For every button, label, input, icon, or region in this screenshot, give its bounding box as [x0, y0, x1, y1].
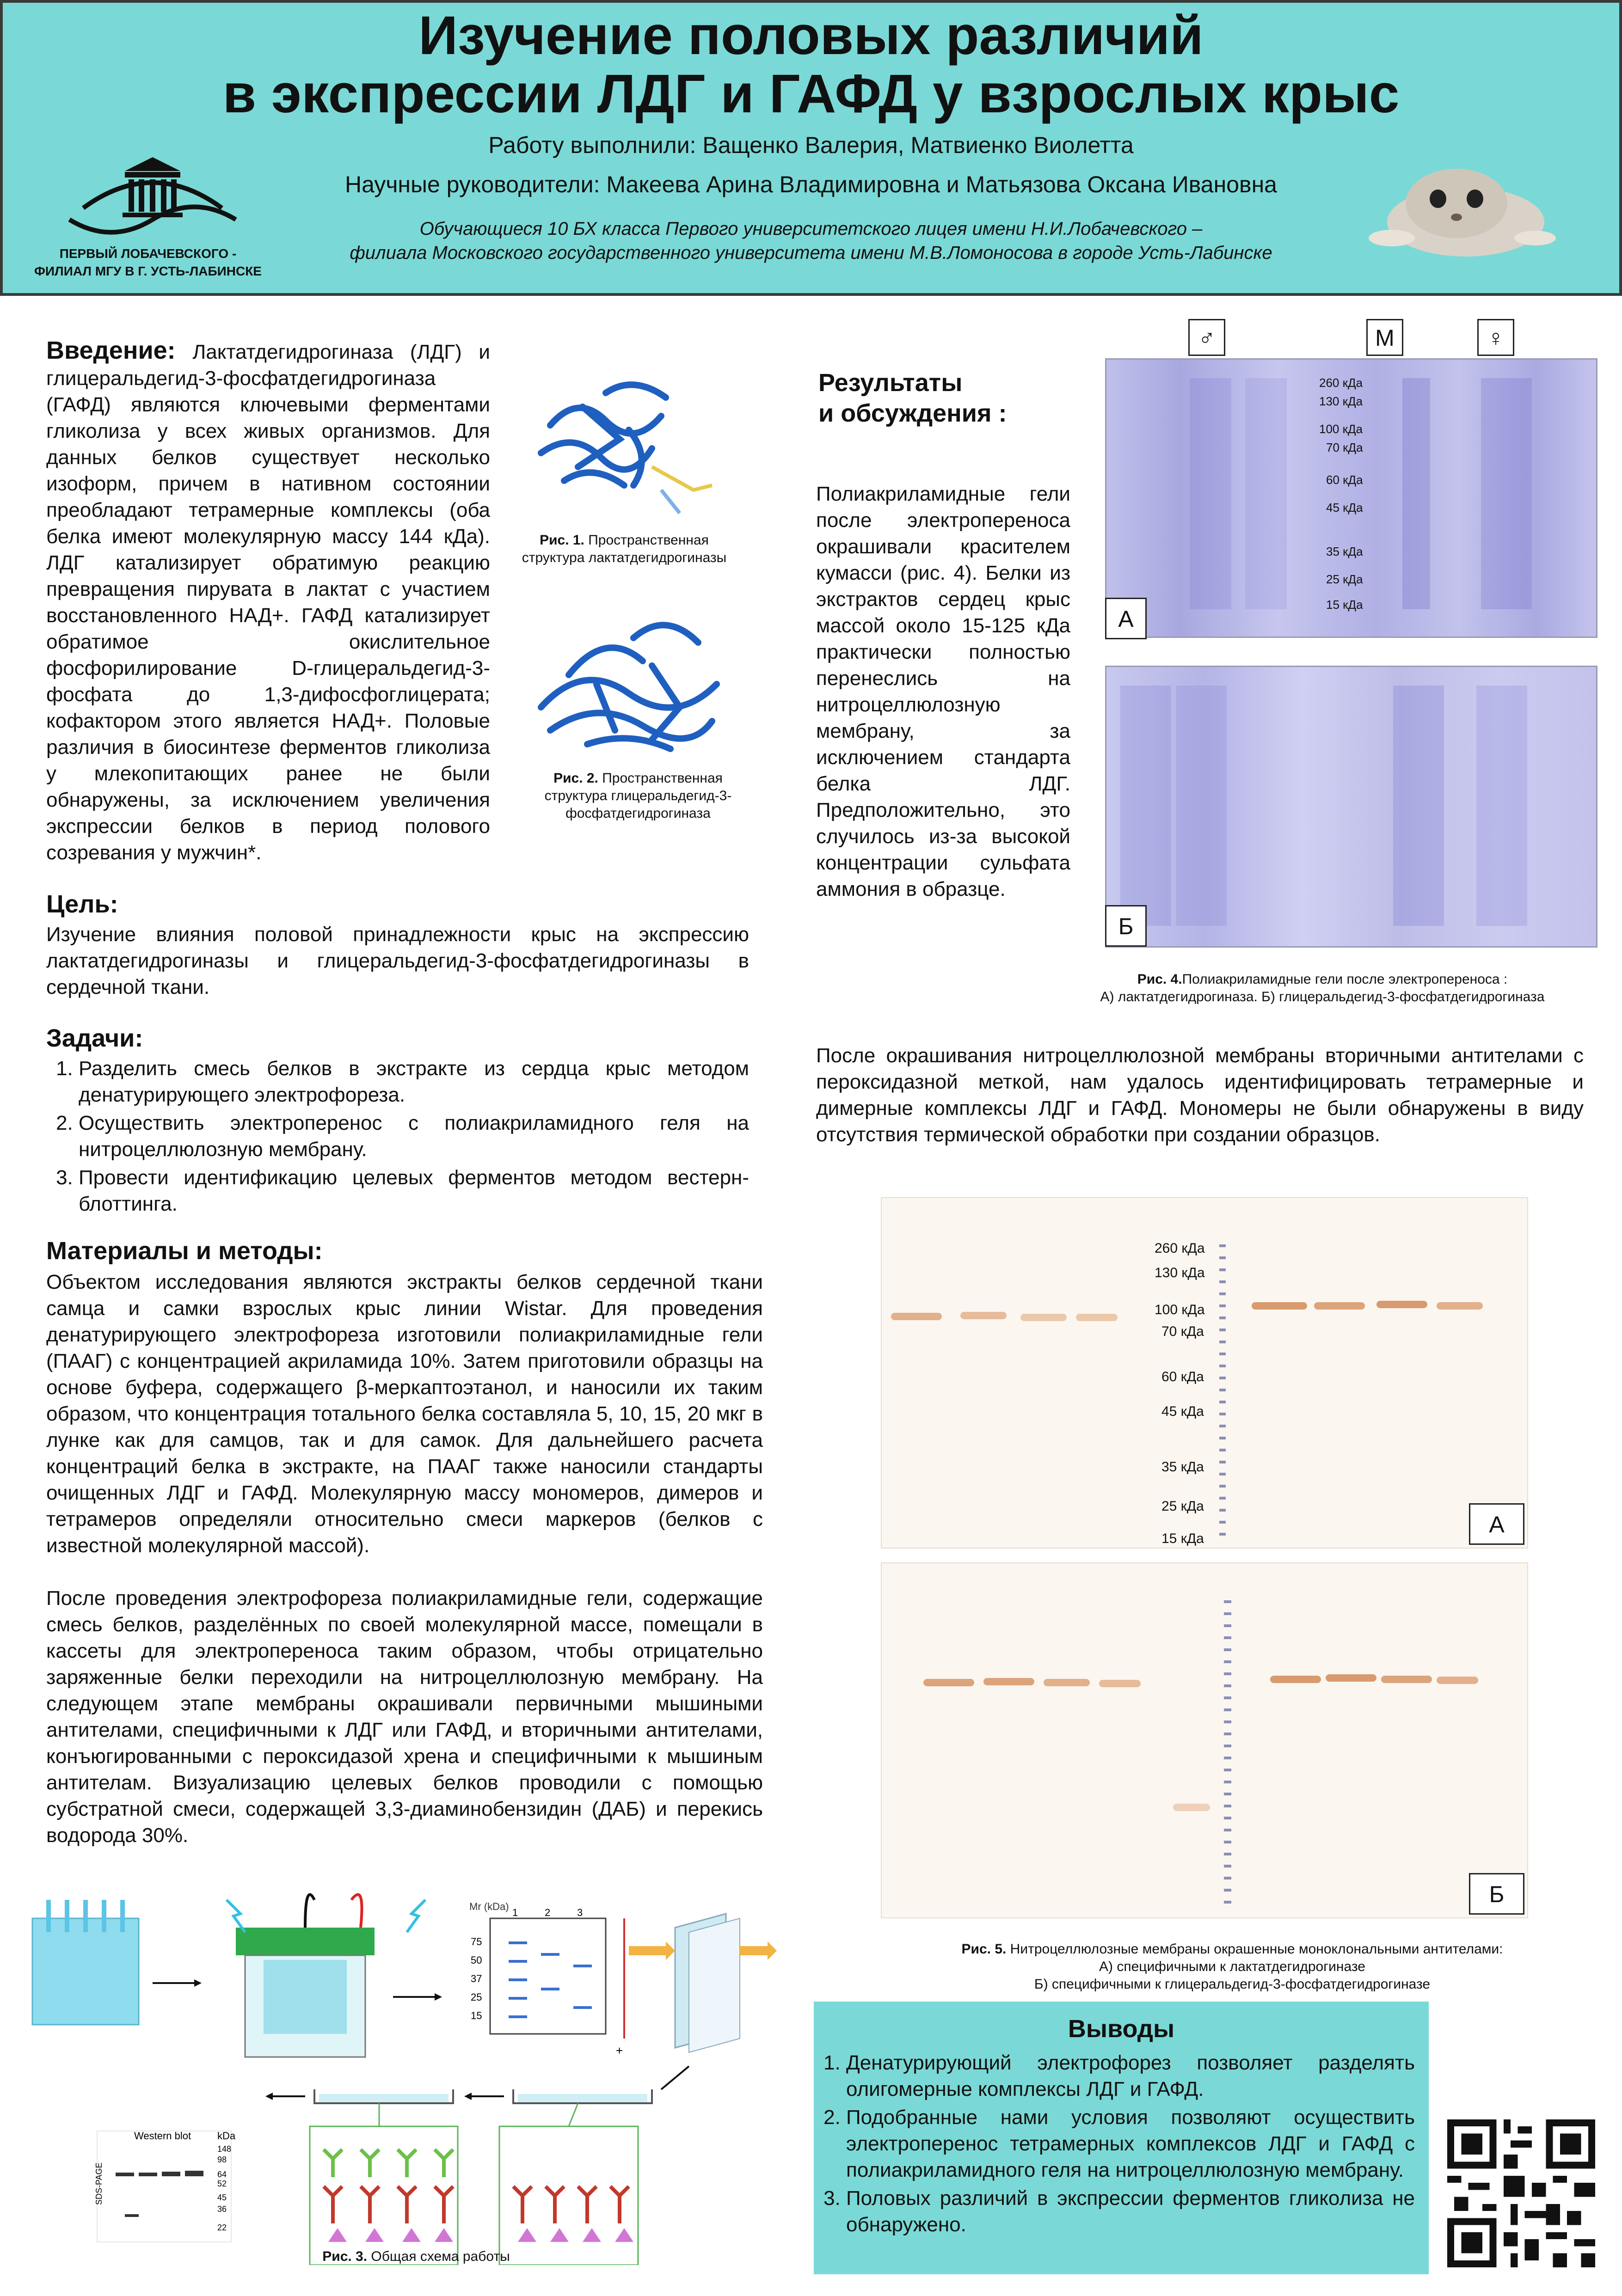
- fig5-caption: [881, 1941, 1584, 1993]
- electrophoresis-chamber-icon: [227, 1895, 425, 2057]
- conclusions-list: [814, 2050, 1415, 2238]
- goal-text: Изучение влияния половой принадлежности крыс на экспрессию лактатдегидрогиназы и глицеральдегид-3-фосфатдегидрогиназы в сердечной ткани.: [46, 923, 749, 998]
- affiliation-line-1: Обучающиеся 10 БХ класса Первого университетского лицея имени Н.И.Лобачевского –: [419, 219, 1203, 239]
- wb-kda: kDa: [217, 2130, 236, 2142]
- mw-marker: 35 кДа: [1326, 545, 1363, 558]
- fig1-text: Пространственная структура лактатдегидрогиназы: [522, 533, 727, 565]
- coomassie-gel-b: [1105, 666, 1597, 948]
- mw-marker: 45 кДа: [1326, 501, 1363, 514]
- fig5-text: Нитроцеллюлозные мембраны окрашенные моноклональными антителами:: [1006, 1941, 1503, 1957]
- conclusion-item: 3. Половых различий в экспрессии ферментов гликолиза не обнаружено.: [846, 2185, 1415, 2238]
- intro-section: [46, 337, 490, 866]
- conclusion-item: 1. Денатурирующий электрофорез позволяет разделять олигомерные комплексы ЛДГ и ГАФД.: [846, 2050, 1415, 2102]
- wb-mw-marker: 130 кДа: [1155, 1265, 1205, 1280]
- female-symbol: ♀: [1477, 319, 1514, 356]
- panel-a-label: А: [1105, 598, 1147, 639]
- wb-marker: 52: [217, 2179, 227, 2188]
- fig4-label: Рис. 4.: [1137, 972, 1182, 987]
- panel-b-label: Б: [1105, 905, 1147, 947]
- mw-marker: 130 кДа: [1319, 394, 1363, 408]
- fig2-caption: [527, 770, 749, 822]
- results-heading: [818, 367, 1007, 429]
- fig3-text: Общая схема работы: [367, 2249, 510, 2264]
- western-membrane-b: [881, 1562, 1528, 1918]
- task-item: 1. Разделить смесь белков в экстракте из сердца крыс методом денатурирующего электрофореза.: [79, 1055, 749, 1108]
- workflow-scheme: [28, 1872, 777, 2265]
- mw-marker: 15 кДа: [1326, 598, 1363, 612]
- wb-marker: 22: [217, 2223, 227, 2232]
- logo-line-2: ФИЛИАЛ МГУ В Г. УСТЬ-ЛАБИНСКЕ: [34, 264, 262, 278]
- wb-marker: 64: [217, 2170, 227, 2179]
- wb-mw-marker: 260 кДа: [1155, 1241, 1205, 1256]
- scheme-marker: 25: [471, 1991, 482, 2003]
- wb-marker: 98: [217, 2155, 227, 2164]
- results-text-1: Полиакриламидные гели после электропереноса окрашивали красителем кумасси (рис. 4). Белки из экстрактов сердец крыс массой около 15-125 кДа практически полностью перенеслись на нитроцеллюлозную мембрану, за исключением стандарта белка ЛДГ. Предположительно, это случилось из-за высокой концентрации сульфата аммония в образце.: [816, 483, 1070, 900]
- conclusions-box: [814, 2002, 1429, 2274]
- hamster-image: [1364, 153, 1558, 268]
- wb-mw-marker: 15 кДа: [1161, 1531, 1204, 1546]
- ldh-structure-image: [513, 351, 735, 527]
- wb-mw-marker: 45 кДа: [1161, 1404, 1204, 1419]
- mw-marker: 260 кДа: [1319, 376, 1363, 390]
- mr-label: Mr (kDa): [469, 1901, 509, 1912]
- marker-label: М: [1366, 319, 1403, 356]
- conclusion-item: 2. Подобранные нами условия позволяют осуществить электроперенос тетрамерных комплексов ЛДГ и ГАФД с полиакриламидного геля на нитроцеллюлозную мембрану.: [846, 2104, 1415, 2183]
- results-heading-line-1: Результаты: [818, 369, 963, 397]
- fig4-caption: [1036, 971, 1609, 1006]
- mw-marker: 100 кДа: [1319, 422, 1363, 436]
- scheme-marker: 15: [471, 2010, 482, 2021]
- panel-a-label-2: А: [1469, 1503, 1524, 1545]
- wb-mw-marker: 70 кДа: [1161, 1324, 1204, 1339]
- scheme-marker: 37: [471, 1973, 482, 1984]
- lane-1-label: 1: [512, 1907, 518, 1918]
- fig5-line-2: А) специфичными к лактатдегидрогиназе: [1099, 1959, 1365, 1974]
- gapdh-structure-image: [513, 592, 744, 767]
- fig2-label: Рис. 2.: [553, 771, 598, 786]
- fig2-text: Пространственная структура глицеральдегид-3-фосфатдегидрогиназа: [544, 771, 732, 821]
- tasks-heading: Задачи:: [46, 1024, 143, 1052]
- authors: Работу выполнили: Ващенко Валерия, Матвиенко Виолетта: [488, 132, 1134, 158]
- fig1-caption: [513, 532, 735, 567]
- mw-marker: 70 кДа: [1326, 441, 1363, 454]
- methods-heading: Материалы и методы:: [46, 1237, 323, 1265]
- wb-marker: 148: [217, 2144, 232, 2154]
- mw-marker: 25 кДа: [1326, 572, 1363, 586]
- supervisors: Научные руководители: Макеева Арина Владимировна и Матьязова Оксана Ивановна: [345, 171, 1277, 197]
- panel-b-label-2: Б: [1469, 1873, 1524, 1915]
- task-item: 3. Провести идентификацию целевых ферментов методом вестерн-блоттинга.: [79, 1164, 749, 1217]
- wb-marker: 45: [217, 2193, 227, 2202]
- results-heading-line-2: и обсуждения :: [818, 399, 1007, 427]
- coomassie-gel-a: [1105, 358, 1597, 638]
- methods-paragraph-2: После проведения электрофореза полиакриламидные гели, содержащие смесь белков, разделённых по своей молекулярной массе, помещали в кассеты для электропереноса таким образом, чтобы отрицательно заряженные белки переходили на нитроцеллюлозную мембрану. На следующем этапе мембраны окрашивали первичными мышиными антителами, специфичными к ЛДГ или ГАФД, и вторичными антителами, конъюгированными с пероксидазой хрена и специфичными к мышиным антителам. Визуализацию целевых белков проводили с помощью субстратной смеси, содержащей 3,3-диаминобензидин (ДАБ) и перекись водорода 30%.: [46, 1587, 763, 1847]
- wb-mw-marker: 35 кДа: [1161, 1459, 1204, 1475]
- western-membrane-a: [881, 1197, 1528, 1549]
- results-text-2: После окрашивания нитроцеллюлозной мембраны вторичными антителами с пероксидазной меткой, нам удалось идентифицировать тетрамерные и димерные комплексы ЛДГ и ГАФД. Мономеры не были обнаружены в виду отсутствия термической обработки при создании образцов.: [816, 1044, 1584, 1146]
- gel-casting-icon: [32, 1900, 139, 2025]
- mw-marker: 60 кДа: [1326, 473, 1363, 487]
- lane-2-label: 2: [545, 1907, 551, 1918]
- methods-text: [46, 1269, 763, 1849]
- wb-marker: 36: [217, 2204, 227, 2214]
- fig4-line-2: А) лактатдегидрогиназа. Б) глицеральдегид-3-фосфатдегидрогиназа: [1100, 989, 1545, 1004]
- wb-mw-marker: 25 кДа: [1161, 1499, 1204, 1514]
- fig5-label: Рис. 5.: [961, 1941, 1007, 1957]
- intro-text: Лактатдегидрогиназа (ЛДГ) и глицеральдегид-3-фосфатдегидрогиназа (ГАФД) являются ключевыми ферментами гликолиза у всех живых организмов. Для данных белков существует несколько изоформ, причем в нативном состоянии преобладают тетрамерные комплексы (оба белка имеют молекулярную массу 144 кДа). ЛДГ катализирует обратимую реакцию превращения пирувата в лактат с участием восстановленного НАД+. ГАФД катализирует обратимое окислительное фосфорилирование D-глицеральдегид-3-фосфата до 1,3-дифосфоглицерата; кофактором этого является НАД+. Половые различия в биосинтезе ферментов гликолиза у млекопитающих ранее не были обнаружены, за исключением увеличения экспрессии белков в период полового созревания у мужчин*.: [46, 341, 490, 864]
- wb-mw-marker: 60 кДа: [1161, 1369, 1204, 1384]
- fig3-caption: [277, 2248, 555, 2265]
- fig1-label: Рис. 1.: [540, 533, 584, 548]
- affiliation-line-2: филиала Московского государственного университета имени М.В.Ломоносова в городе Усть-Лабинске: [350, 243, 1272, 263]
- methods-paragraph-1: Объектом исследования являются экстракты белков сердечной ткани самца и самки взрослых крыс линии Wistar. Для проведения денатурирующего электрофореза изготовили полиакриламидные гели (ПААГ) с концентрацией акриламида 10%. Затем приготовили образцы на основе буфера, содержащего β-меркаптоэтанол, и наносили их таким образом, что концентрация тотального белка составляла 5, 10, 15, 20 мкг в лунке как для самцов, так и для самок. Для дальнейшего расчета концентраций белка в экстракте, на ПААГ также наносили стандарты очищенных ЛДГ и ГАФД. Молекулярную массу мономеров, димеров и тетрамеров определяли относительно смеси маркеров (белков с известной молекулярной массой).: [46, 1271, 763, 1557]
- lane-3-label: 3: [577, 1907, 583, 1918]
- scheme-marker: 50: [471, 1954, 482, 1966]
- logo-line-1: ПЕРВЫЙ ЛОБАЧЕВСКОГО -: [59, 246, 237, 261]
- fig5-line-3: Б) специфичными к глицеральдегид-3-фосфатдегидрогиназе: [1034, 1977, 1431, 1992]
- conclusions-heading: Выводы: [1068, 2015, 1175, 2043]
- task-item: 2. Осуществить электроперенос с полиакриламидного геля на нитроцеллюлозную мембрану.: [79, 1110, 749, 1163]
- male-symbol: ♂: [1188, 319, 1225, 356]
- tasks-list: [46, 1055, 749, 1219]
- title-line-2: в экспрессии ЛДГ и ГАФД у взрослых крыс: [222, 63, 1400, 124]
- logo-caption: [28, 245, 268, 280]
- qr-code[interactable]: [1447, 2117, 1595, 2270]
- scheme-marker: 75: [471, 1936, 482, 1947]
- fig3-label: Рис. 3.: [322, 2249, 368, 2264]
- intro-heading: Введение:: [46, 337, 176, 364]
- title-line-1: Изучение половых различий: [418, 5, 1204, 66]
- poster-title: [0, 6, 1622, 123]
- fig4-text: Полиакриламидные гели после электропереноса :: [1182, 972, 1508, 987]
- wb-side-label: SDS-PAGE: [94, 2162, 104, 2205]
- wb-title: Western blot: [134, 2130, 191, 2142]
- plus-sign: +: [616, 2044, 623, 2057]
- wb-mw-marker: 100 кДа: [1155, 1302, 1205, 1317]
- university-logo: [65, 139, 240, 245]
- goal-heading: Цель:: [46, 890, 118, 918]
